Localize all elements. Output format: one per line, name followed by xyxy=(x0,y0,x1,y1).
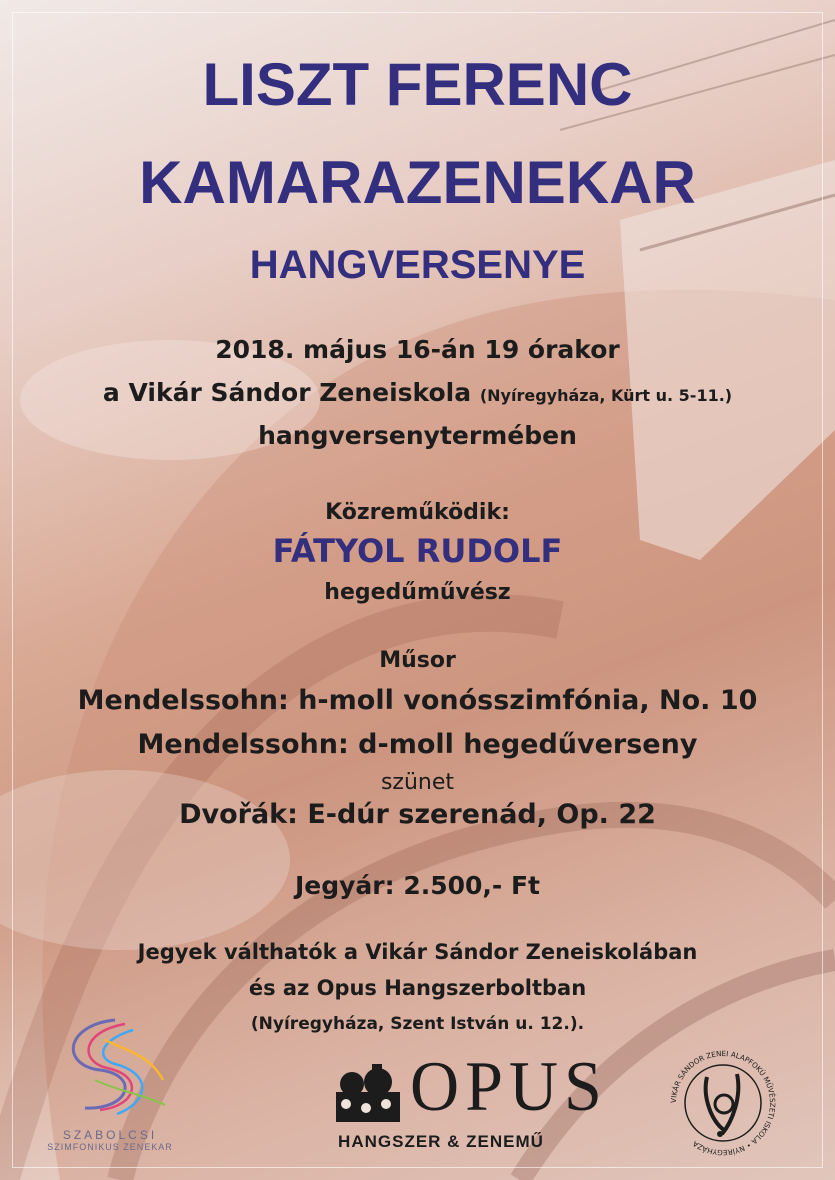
tickets-line-2: és az Opus Hangszerboltban xyxy=(248,976,587,1000)
program-label: Műsor xyxy=(379,648,456,673)
program-item-1: Mendelssohn: h-moll vonósszimfónia, No. 10 xyxy=(77,685,758,716)
szabolcsi-logo-line-2: SZIMFONIKUS ZENEKAR xyxy=(47,1142,173,1152)
tickets-line-1: Jegyek válthatók a Vikár Sándor Zeneiskolában xyxy=(137,940,698,964)
program-item-3: Dvořák: E-dúr szerenád, Op. 22 xyxy=(179,799,656,830)
vikar-school-seal-icon xyxy=(662,1042,784,1164)
event-venue-line xyxy=(0,378,835,407)
event-venue: a Vikár Sándor Zeneiskola xyxy=(102,378,472,407)
opus-logo-name: OPUS xyxy=(410,1046,608,1126)
opus-logo-tagline: HANGSZER & ZENEMŰ xyxy=(338,1132,544,1151)
opus-logo-icon xyxy=(332,1062,404,1124)
performer-name: FÁTYOL RUDOLF xyxy=(272,532,563,570)
event-venue-address: (Nyíregyháza, Kürt u. 5-11.) xyxy=(479,386,733,405)
ticket-price: Jegyár: 2.500,- Ft xyxy=(294,871,541,900)
tickets-line-3: (Nyíregyháza, Szent István u. 12.). xyxy=(250,1014,585,1034)
szabolcsi-logo-line-1: SZABOLCSI xyxy=(62,1128,158,1142)
title-line-1: LISZT FERENC xyxy=(202,51,633,118)
performer-role: hegedűművész xyxy=(324,580,511,605)
event-hall: hangversenytermében xyxy=(258,421,577,450)
title-line-2: KAMARAZENEKAR xyxy=(139,149,696,216)
program-item-2: Mendelssohn: d-moll hegedűverseny xyxy=(137,729,698,760)
szabolcsi-logo-icon xyxy=(45,1010,175,1125)
performer-label: Közreműködik: xyxy=(325,500,510,525)
vikar-seal-text: VIKÁR SÁNDOR ZENEI ALAPFOKÚ MŰVÉSZETI ISKOLA • NYÍREGYHÁZA xyxy=(668,1048,778,1158)
event-date: 2018. május 16-án 19 órakor xyxy=(215,335,620,364)
subtitle: HANGVERSENYE xyxy=(249,243,586,287)
program-intermission: szünet xyxy=(380,770,455,795)
